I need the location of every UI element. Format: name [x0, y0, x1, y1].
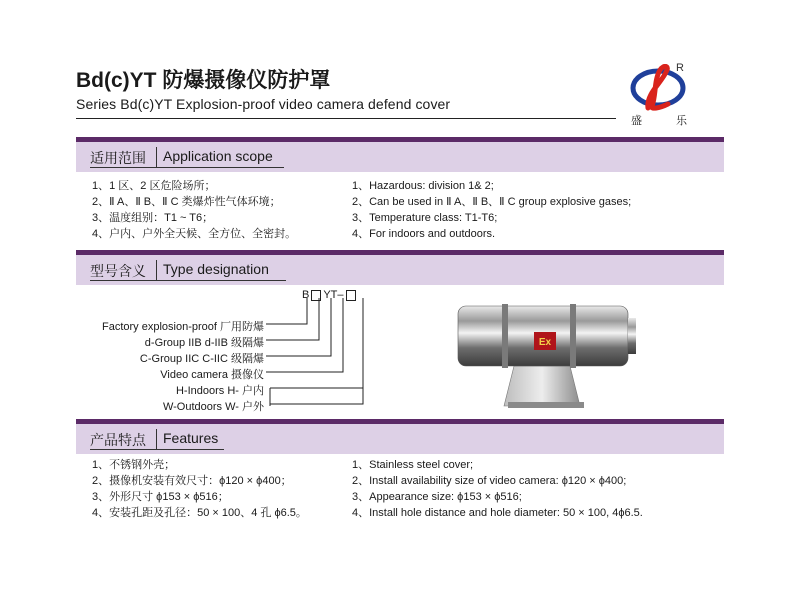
designation-label: W-Outdoors W- 户外 [162, 401, 264, 413]
section-header-features [76, 419, 724, 454]
page-title: Bd(c)YT 防爆摄像仪防护罩 [76, 69, 331, 92]
section-title-en: Type designation [163, 261, 269, 277]
registered-mark: R [676, 62, 684, 74]
logo-caption [631, 112, 687, 128]
code-prefix: B [302, 289, 310, 301]
section-title-cn: 型号含义 [90, 263, 146, 279]
band-separator [156, 147, 157, 167]
title-divider [76, 118, 616, 119]
list-item: 1、不锈钢外壳； [92, 459, 176, 471]
list-item: 3、Temperature class: T1-T6; [352, 212, 498, 224]
logo-char-1: 盛 [631, 115, 642, 127]
band-separator [156, 260, 157, 280]
list-item: 4、安装孔距及孔径：50 × 100、4 孔 ϕ6.5。 [92, 507, 307, 519]
list-item: 1、Stainless steel cover; [352, 459, 474, 471]
list-item: 2、Ⅱ A、Ⅱ B、Ⅱ C 类爆炸性气体环境； [92, 196, 281, 208]
list-item: 4、Install hole distance and hole diameter: 50 × 100, 4ϕ6.5. [352, 507, 643, 519]
designation-label: C-Group IIC C-IIC 级隔爆 [139, 353, 264, 365]
application-list-en [352, 178, 631, 242]
page-subtitle: Series Bd(c)YT Explosion-proof video camera defend cover [76, 96, 451, 112]
section-title-cn: 产品特点 [90, 432, 146, 448]
ex-badge: Ex [538, 337, 552, 348]
section-title-cn: 适用范围 [90, 150, 146, 166]
code-mid: YT– [323, 289, 344, 301]
list-item: 1、1 区、2 区危险场所； [92, 180, 216, 192]
designation-connector-lines [262, 296, 372, 412]
band-separator [156, 429, 157, 449]
designation-label: d-Group IIB d-IIB 级隔爆 [144, 337, 264, 349]
list-item: 2、摄像机安装有效尺寸：ϕ120 × ϕ400； [92, 475, 292, 487]
application-list-cn [92, 178, 296, 242]
list-item: 4、For indoors and outdoors. [352, 228, 496, 240]
band-accent [76, 419, 724, 424]
list-item: 3、外形尺寸 ϕ153 × ϕ516； [92, 491, 229, 503]
section-title-en: Application scope [163, 148, 273, 164]
list-item: 4、户内、户外全天候、全方位、全密封。 [92, 228, 297, 240]
list-item: 3、温度组别：T1 ~ T6； [92, 212, 214, 224]
designation-label: Factory explosion-proof 厂用防爆 [102, 321, 264, 333]
logo-char-2: 乐 [676, 115, 687, 127]
list-item: 2、Can be used in Ⅱ A、Ⅱ B、Ⅱ C group explosive gases; [352, 196, 632, 208]
list-item: 3、Appearance size: ϕ153 × ϕ516; [352, 491, 522, 503]
section-header-application [76, 137, 724, 172]
features-list-cn [92, 457, 307, 521]
section-underline [90, 280, 286, 281]
band-accent [76, 137, 724, 142]
features-list-en [352, 457, 643, 521]
section-title-en: Features [163, 430, 219, 446]
camera-housing-image [452, 296, 638, 412]
list-item: 2、Install availability size of video camera: ϕ120 × ϕ400; [352, 475, 627, 487]
section-header-designation [76, 250, 724, 285]
band-accent [76, 250, 724, 255]
designation-label: Video camera 摄像仪 [160, 369, 264, 381]
section-underline [90, 449, 224, 450]
section-underline [90, 167, 284, 168]
list-item: 1、Hazardous: division 1& 2; [352, 180, 494, 192]
designation-label: H-Indoors H- 户内 [175, 385, 264, 397]
